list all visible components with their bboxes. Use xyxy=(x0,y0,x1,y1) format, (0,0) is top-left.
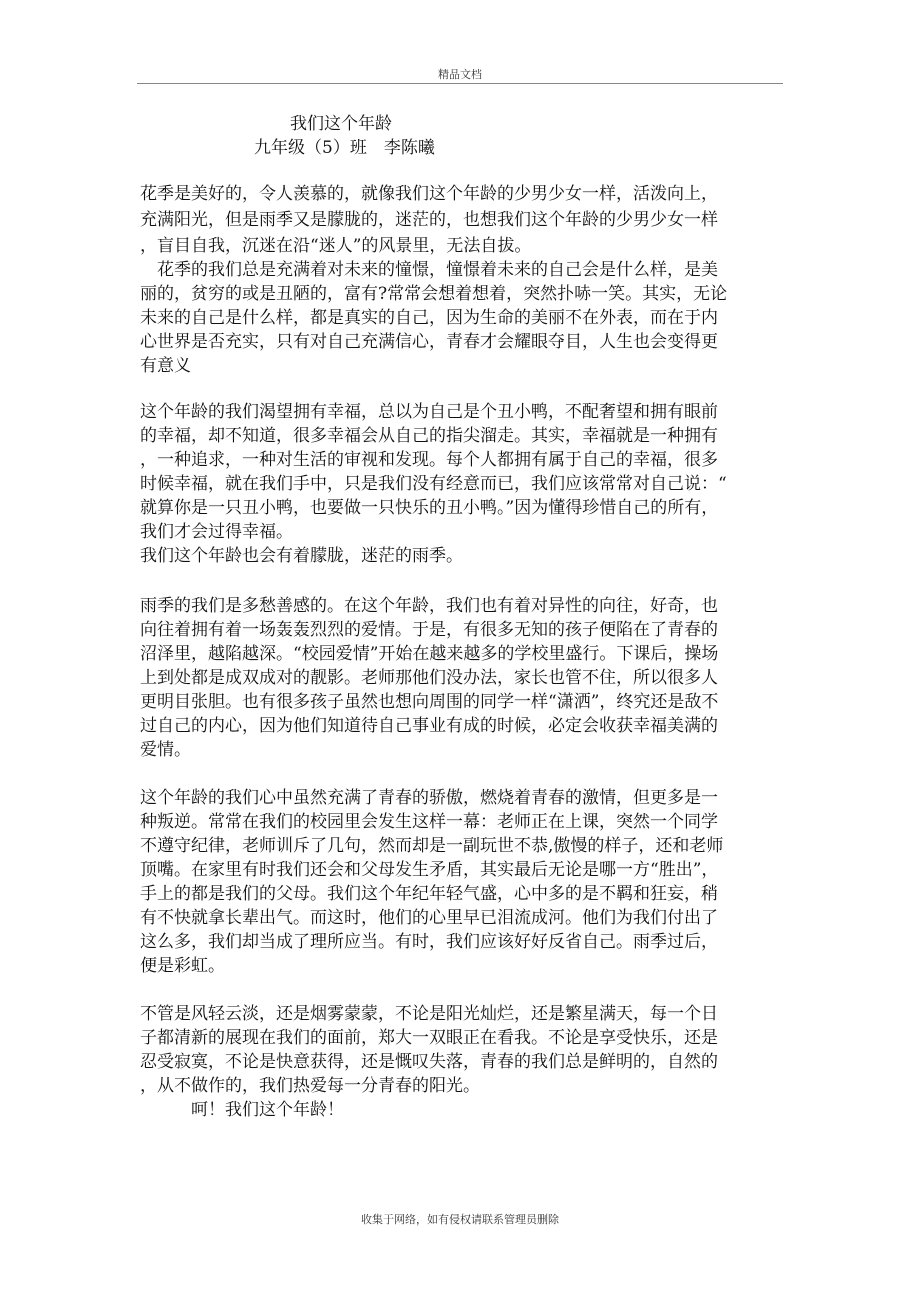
body-line: 不遵守纪律，老师训斥了几句，然而却是一副玩世不恭,傲慢的样子，还和老师 xyxy=(140,836,724,856)
body-line: 向往着拥有着一场轰轰烈烈的爱情。于是，有很多无知的孩子便陷在了青春的 xyxy=(140,620,718,640)
body-line: 我们才会过得幸福。 xyxy=(140,522,293,542)
body-line: 心世界是否充实，只有对自己充满信心，青春才会耀眼夺目，人生也会变得更 xyxy=(140,332,718,352)
header-rule xyxy=(137,83,783,84)
body-line: 子都清新的展现在我们的面前，郑大一双眼正在看我。不论是享受快乐，还是 xyxy=(140,1028,718,1048)
body-line: 上到处都是成双成对的靓影。老师那他们没办法，家长也管不住，所以很多人 xyxy=(140,668,718,688)
body-line: ，盲目自我，沉迷在沿“迷人”的风景里，无法自拔。 xyxy=(140,236,532,256)
body-line: 花季的我们总是充满着对未来的憧憬，憧憬着未来的自己会是什么样，是美 xyxy=(140,260,718,280)
body-line: 手上的都是我们的父母。我们这个年纪年轻气盛，心中多的是不羁和狂妄，稍 xyxy=(140,884,718,904)
closing-line: 呵！我们这个年龄！ xyxy=(140,1100,344,1120)
body-line: ，一种追求，一种对生活的审视和发现。每个人都拥有属于自己的幸福，很多 xyxy=(140,450,718,470)
body-line: 沼泽里，越陷越深。“校园爱情”开始在越来越多的学校里盛行。下课后，操场 xyxy=(140,644,719,664)
body-line: 的幸福，却不知道，很多幸福会从自己的指尖溜走。其实，幸福就是一种拥有 xyxy=(140,426,718,446)
body-line: 这个年龄的我们心中虽然充满了青春的骄傲，燃烧着青春的激情，但更多是一 xyxy=(140,788,718,808)
body-line: 有意义 xyxy=(140,356,191,376)
essay-byline: 九年级（5）班 李陈曦 xyxy=(254,138,435,158)
body-line: 爱情。 xyxy=(140,740,191,760)
body-line: 未来的自己是什么样，都是真实的自己，因为生命的美丽不在外表，而在于内 xyxy=(140,308,718,328)
body-line: 种叛逆。常常在我们的校园里会发生这样一幕：老师正在上课，突然一个同学 xyxy=(140,812,718,832)
body-line: 花季是美好的，令人羡慕的，就像我们这个年龄的少男少女一样，活泼向上， xyxy=(140,184,718,204)
body-line: 忍受寂寞，不论是快意获得，还是慨叹失落，青春的我们总是鲜明的，自然的 xyxy=(140,1052,718,1072)
body-line: 过自己的内心，因为他们知道待自己事业有成的时候，必定会收获幸福美满的 xyxy=(140,716,718,736)
body-line: 不管是风轻云淡，还是烟雾蒙蒙，不论是阳光灿烂，还是繁星满天，每一个日 xyxy=(140,1004,718,1024)
body-line: 顶嘴。在家里有时我们还会和父母发生矛盾，其实最后无论是哪一方“胜出”， xyxy=(140,860,719,880)
body-line: 就算你是一只丑小鸭，也要做一只快乐的丑小鸭。”因为懂得珍惜自己的所有， xyxy=(140,498,719,518)
body-line: 这么多，我们却当成了理所应当。有时，我们应该好好反省自己。雨季过后， xyxy=(140,932,718,952)
body-line: 有不快就拿长辈出气。而这时，他们的心里早已泪流成河。他们为我们付出了 xyxy=(140,908,718,928)
body-line: 雨季的我们是多愁善感的。在这个年龄，我们也有着对异性的向往，好奇，也 xyxy=(140,596,718,616)
body-line: 便是彩虹。 xyxy=(140,956,225,976)
body-line: 时候幸福，就在我们手中，只是我们没有经意而已，我们应该常常对自己说：“ xyxy=(140,474,727,494)
body-line: 我们这个年龄也会有着朦胧，迷茫的雨季。 xyxy=(140,546,463,566)
body-line: ，从不做作的，我们热爱每一分青春的阳光。 xyxy=(140,1076,480,1096)
essay-title: 我们这个年龄 xyxy=(290,114,392,134)
body-line: 丽的，贫穷的或是丑陋的，富有?常常会想着想着，突然扑哧一笑。其实，无论 xyxy=(140,284,728,304)
page-footer: 收集于网络，如有侵权请联系管理员删除 xyxy=(361,1213,559,1226)
body-line: 充满阳光，但是雨季又是朦胧的，迷茫的，也想我们这个年龄的少男少女一样 xyxy=(140,210,718,230)
body-line: 更明目张胆。也有很多孩子虽然也想向周围的同学一样“潇洒”，终究还是敌不 xyxy=(140,692,719,712)
page-header: 精品文档 xyxy=(438,68,482,81)
body-line: 这个年龄的我们渴望拥有幸福，总以为自己是个丑小鸭，不配奢望和拥有眼前 xyxy=(140,402,718,422)
